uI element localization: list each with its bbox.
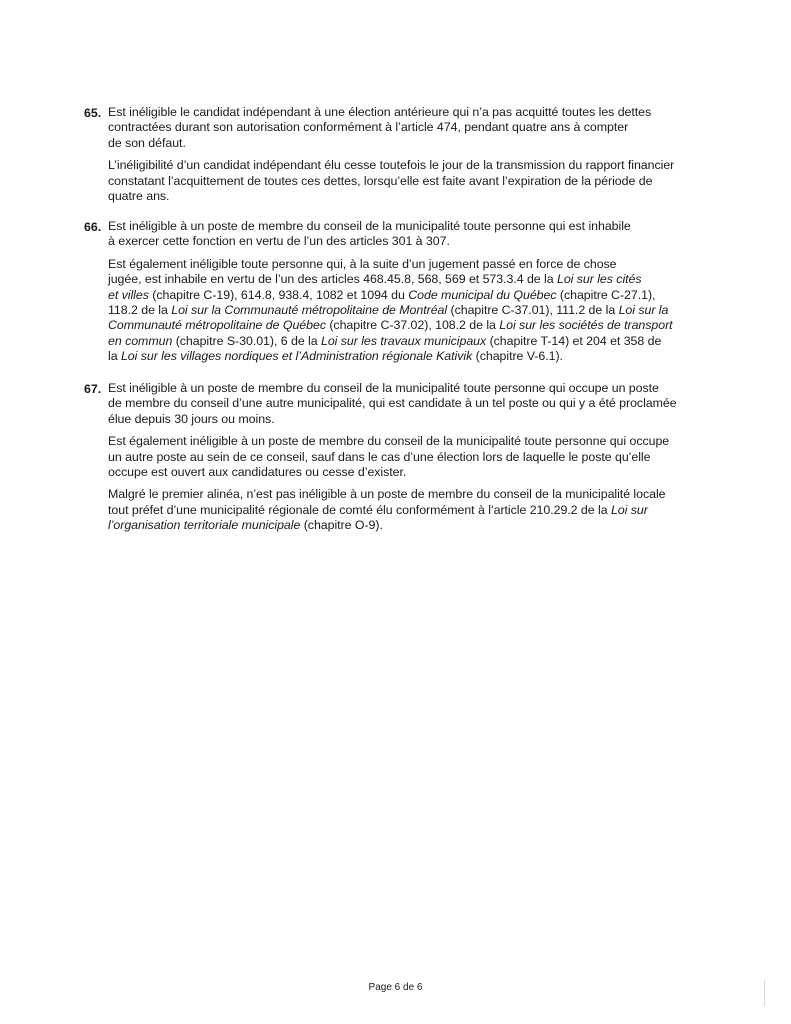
article-number: 66. [84, 220, 102, 234]
article-66 [84, 219, 714, 372]
text-line [108, 219, 714, 234]
article-paragraph [84, 434, 714, 480]
text-run: (chapitre T-14) et 204 et 358 de [486, 333, 662, 348]
text-run: de membre du conseil d’une autre municipalité, qui est candidate à un tel poste ou qui y a été proclamée [108, 396, 677, 411]
text-line [108, 234, 714, 249]
text-run: (chapitre V-6.1). [472, 349, 563, 364]
statute-title-italic: Loi sur les cités [556, 272, 642, 287]
text-run: (chapitre C-37.02), 108.2 de la [325, 318, 500, 333]
text-line [108, 334, 714, 349]
article-body [84, 381, 714, 534]
text-run: Est inéligible à un poste de membre du conseil de la municipalité toute personne qui est inhabile [108, 219, 631, 233]
text-run: Malgré le premier alinéa, n’est pas inéligible à un poste de membre du conseil de la municipalité locale [108, 487, 666, 502]
text-line [108, 318, 714, 333]
text-line [108, 503, 714, 518]
article-paragraph [84, 257, 714, 365]
text-run: un autre poste au sein de ce conseil, sauf dans le cas d’une élection lors de laquelle le poste qu’elle [108, 449, 651, 464]
statute-title-italic: et villes [108, 287, 149, 302]
text-line [108, 381, 714, 396]
text-run: tout préfet d’une municipalité régionale de comté élu conformément à l’article 210.29.2 de la [108, 502, 611, 517]
statute-title-italic: Loi sur [610, 502, 648, 517]
text-run: 118.2 de la [108, 303, 172, 318]
text-line [108, 174, 714, 189]
text-run: Est également inéligible toute personne qui, à la suite d’un jugement passé en force de chose [108, 256, 617, 271]
text-run: (chapitre O-9). [300, 518, 383, 533]
text-line [108, 136, 714, 151]
text-line [108, 465, 714, 480]
statute-title-italic: en commun [108, 333, 173, 348]
scan-mark [764, 980, 765, 1006]
text-line [108, 396, 714, 411]
text-line [108, 189, 714, 204]
text-line [108, 434, 714, 449]
text-run: (chapitre C-27.1), [556, 287, 656, 302]
text-line [108, 349, 714, 364]
text-line [108, 487, 714, 502]
article-67 [84, 381, 714, 541]
text-line [108, 288, 714, 303]
article-65 [84, 105, 714, 211]
text-run: Est inéligible le candidat indépendant à une élection antérieure qui n’a pas acquitté toutes les dettes [108, 105, 652, 119]
statute-title-italic: Communauté métropolitaine de Québec [108, 318, 326, 333]
statute-title-italic: Loi sur la [618, 303, 669, 318]
statute-title-italic: Loi sur les villages nordiques et l’Administration régionale Kativik [120, 349, 473, 364]
article-body [84, 219, 714, 365]
text-line [108, 412, 714, 427]
text-run: de son défaut. [108, 135, 186, 150]
text-line [108, 158, 714, 173]
text-run: Est également inéligible à un poste de membre du conseil de la municipalité toute personne qui occupe [108, 434, 670, 449]
text-line [108, 303, 714, 318]
text-run: contractées durant son autorisation conformément à l’article 474, pendant quatre ans à compter [108, 120, 629, 135]
article-paragraph [84, 219, 714, 250]
text-run: jugée, est inhabile en vertu de l’un des articles 468.45.8, 568, 569 et 573.3.4 de la [108, 272, 557, 287]
text-line [108, 257, 714, 272]
article-body [84, 105, 714, 204]
article-paragraph [84, 158, 714, 204]
article-number: 65. [84, 106, 102, 120]
text-run: (chapitre C-37.01), 111.2 de la [447, 303, 619, 318]
statute-title-italic: l’organisation territoriale municipale [108, 518, 301, 533]
text-line [108, 272, 714, 287]
page-number-footer: Page 6 de 6 [368, 982, 423, 993]
article-paragraph [84, 381, 714, 427]
text-run: L’inéligibilité d’un candidat indépendant élu cesse toutefois le jour de la transmission du rapport financier [108, 158, 675, 173]
article-paragraph [84, 487, 714, 533]
text-run: constatant l’acquittement de toutes ces dettes, lorsqu’elle est faite avant l’expiration de la période de [108, 173, 653, 188]
statute-title-italic: Loi sur les sociétés de transport [499, 318, 673, 333]
text-run: Est inéligible à un poste de membre du conseil de la municipalité toute personne qui occupe un poste [108, 381, 659, 395]
text-line [108, 518, 714, 533]
text-line [108, 105, 714, 120]
text-line [108, 120, 714, 135]
text-run: (chapitre C-19), 614.8, 938.4, 1082 et 1094 du [148, 287, 409, 302]
statute-title-italic: Loi sur la Communauté métropolitaine de Montréal [171, 303, 448, 318]
text-run: occupe est ouvert aux candidatures ou cesse d’exister. [108, 465, 407, 480]
statute-title-italic: Code municipal du Québec [408, 287, 557, 302]
article-paragraph [84, 105, 714, 151]
text-run: la [108, 349, 121, 364]
statute-title-italic: Loi sur les travaux municipaux [321, 333, 487, 348]
text-run: (chapitre S-30.01), 6 de la [172, 333, 321, 348]
text-run: élue depuis 30 jours ou moins. [108, 411, 275, 426]
text-line [108, 450, 714, 465]
text-run: à exercer cette fonction en vertu de l’un des articles 301 à 307. [108, 234, 450, 249]
article-number: 67. [84, 382, 102, 396]
text-run: quatre ans. [108, 189, 170, 204]
